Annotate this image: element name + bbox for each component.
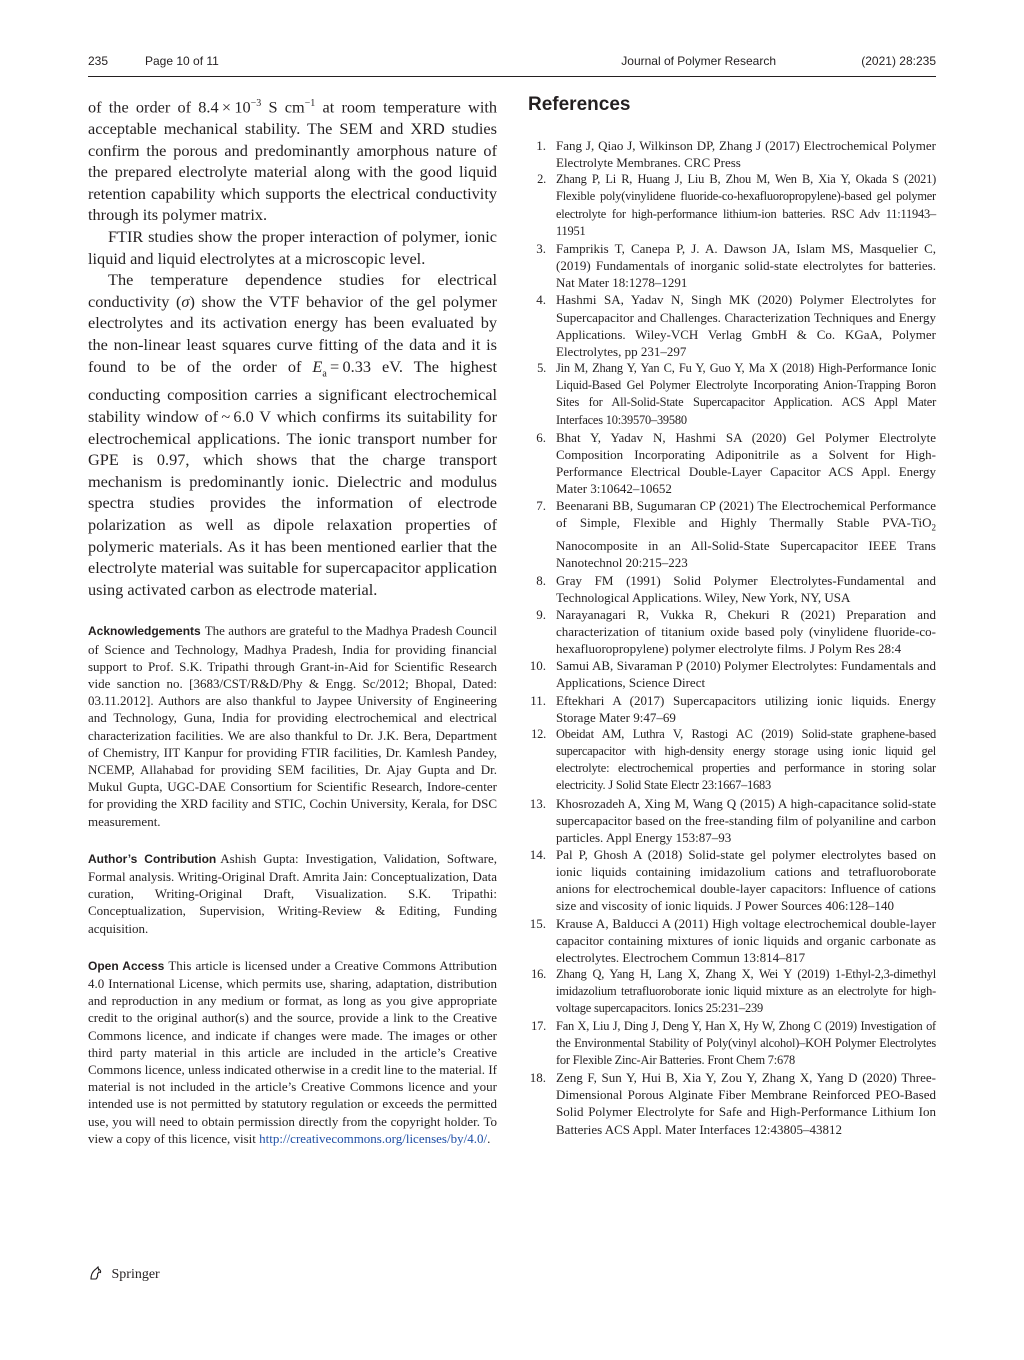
reference-item: 10. Samui AB, Sivaraman P (2010) Polymer Electrolytes: Fundamentals and Applications, Science Direct (529, 658, 936, 691)
header-rule (88, 76, 936, 77)
licence-link[interactable]: http://creativecommons.org/licenses/by/4.0/ (259, 1130, 488, 1146)
references-heading: References (528, 94, 631, 115)
left-column (88, 93, 497, 1147)
page-number: 235 (88, 54, 109, 68)
open-access-label: Open Access (88, 958, 165, 973)
reference-item: 2. Zhang P, Li R, Huang J, Liu B, Zhou M, Wen B, Xia Y, Okada S (2021) Flexible poly(vinylidene fluoride-co-hexafluoropropylene)-based gel polymer electrolyte for high-performance lithium-ion batteries. RSC Adv 11:11943–11951 (537, 172, 936, 238)
reference-item: 15. Krause A, Balducci A (2011) High voltage electrochemical double-layer capacitor containing mixtures of ionic liquids and organic carbonate as electrolytes. Electrochem Commun 13:814–817 (529, 915, 936, 965)
reference-item: 11. Eftekhari A (2017) Supercapacitors utilizing ionic liquids. Energy Storage Mater 9:47–69 (530, 692, 936, 725)
reference-item: 14. Pal P, Ghosh A (2018) Solid-state gel polymer electrolytes based on ionic liquids containing imidazolium cations and tetrafluoroborate anions for electrochemical double-layer capacitors: Influence of cations size and viscosity of ionic liquids. J Power Sources 406:128–140 (529, 847, 936, 914)
reference-item: 7. Beenarani BB, Sugumaran CP (2021) The Electrochemical Performance of Simple, Flexible and Highly Thermally Stable PVA-TiO$_2$ Nanocomposite in an All-Solid-State Supercapacitor IEEE Trans Nanotechnol 20:215–223 (536, 498, 936, 571)
conclusion-paragraph-1: of the order of $8.4 \times 10^{-3}$ S $cm^{-1}$ at room temperature with acceptable mechanical stability. The SEM and XRD studies confirm the porous and predominantly amorphous nature of the prepared electrolyte material along with the good liquid retention capability which supports the electrical conductivity through its polymer matrix. (88, 97, 498, 225)
conclusion-paragraph-2: FTIR studies show the proper interaction of polymer, ionic liquid and liquid electrolytes at a microscopic level. (88, 226, 497, 268)
reference-item: 5. Jin M, Zhang Y, Yan C, Fu Y, Guo Y, Ma X (2018) High-Performance Ionic Liquid-Based Gel Polymer Electrolyte Incorporating Anion-Trapping Boron Sites for All-Solid-State Supercapacitor Application. ACS Appl Mater Interfaces 10:39570–39580 (537, 361, 936, 427)
reference-item: 18. Zeng F, Sun Y, Hui B, Xia Y, Zou Y, Zhang X, Yang D (2020) Three-Dimensional Porous Alginate Fiber Membrane Reinforced PEO-Based Solid Polymer Electrolyte for Safe and High-Performance Lithium Ion Batteries ACS Appl. Mater Interfaces 12:43805–43812 (529, 1070, 936, 1137)
conclusion-paragraph-3: The temperature dependence studies for electrical conductivity (σ) show the VTF behavior of the gel polymer electrolytes and its activation energy has been evaluated by the non-linear least squares curve fitting of the data and it is found to be of the order of $E_a = 0.33$ eV. The highest conducting composition carries a significant electrochemical stability window of ~ 6.0 V which confirms its suitability for electrochemical applications. The ionic transport number for GPE is 0.97, which shows that the charge transport mechanism is predominantly ionic. Dielectric and modulus spectra studies provides the information of electrode polarization as well as dipole relaxation properties of polymeric materials. As it has been mentioned earlier that the electrolyte material was suitable for supercapacitor application using activated carbon as electrode material. (88, 270, 497, 599)
reference-item: 9. Narayanagari R, Vukka R, Chekuri R (2021) Preparation and characterization of titanium oxide based poly (vinylidene fluoride-co-hexafluoropropylene) polymer electrolyte films. J Polym Res 28:4 (536, 606, 936, 657)
acknowledgements-label: Acknowledgements (88, 624, 201, 639)
reference-item: 4. Hashmi SA, Yadav N, Singh MK (2020) Polymer Electrolytes for Supercapacitor and Challenges. Characterization Techniques and Energy Applications. Wiley-VCH Verlag GmbH & Co. KGaA, Polymer Electrolytes, pp 231–297 (536, 292, 936, 359)
reference-item: 6. Bhat Y, Yadav N, Hashmi SA (2020) Gel Polymer Electrolyte Composition Incorporating Adiponitrile as a Solvent for High-Performance Electrical Double-Layer Capacitor ACS Appl. Energy Mater 3:10642–10652 (536, 429, 936, 497)
journal-name: Journal of Polymer Research (621, 54, 776, 68)
publisher-name: Springer (111, 1267, 160, 1282)
reference-item: 17. Fan X, Liu J, Ding J, Deng Y, Han X, Hy W, Zhong C (2019) Investigation of the Environmental Stability of Poly(vinyl alcohol)–KOH Polymer Electrolytes for Flexible Zinc-Air Batteries. Front Chem 7:678 (531, 1018, 936, 1067)
reference-list (528, 137, 936, 1138)
page-of-label: Page 10 of 11 (145, 54, 219, 68)
running-header (88, 54, 936, 72)
reference-item: 16. Zhang Q, Yang H, Lang X, Zhang X, Wei Y (2019) 1-Ethyl-2,3-dimethyl imidazolium tetrafluoroborate ionic liquid mixture as an electrolyte for high-voltage supercapacitors. Ionics 25:231–239 (531, 967, 936, 1016)
author-contribution-label: Author’s Contribution (88, 851, 217, 866)
reference-item: 1. Fang J, Qiao J, Wilkinson DP, Zhang J (2017) Electrochemical Polymer Electrolyte Membranes. CRC Press (536, 138, 936, 171)
reference-item: 13. Khosrozadeh A, Xing M, Wang Q (2015) A high-capacitance solid-state supercapacitor based on the free-standing film of polyaniline and carbon particles. Appl Energy 153:87–93 (529, 795, 936, 845)
open-access: Open Access This article is licensed under a Creative Commons Attribution 4.0 International License, which permits use, sharing, adaptation, distribution and reproduction in any medium or format, as long as you give appropriate credit to the original author(s) and the source, provide a link to the Creative Commons licence, and indicate if changes were made. The images or other third party material in this article are included in the article’s Creative Commons licence, unless indicated otherwise in a credit line to the material. If material is not included in the article’s Creative Commons licence and your intended use is not permitted by statutory regulation or exceeds the permitted use, you will need to obtain permission directly from the copyright holder. To view a copy of this licence, visit http://creativecommons.org/licenses/by/4.0/. (88, 957, 498, 1146)
right-column (528, 93, 936, 1138)
volume-info: (2021) 28:235 (861, 54, 936, 68)
reference-item: 3. Famprikis T, Canepa P, J. A. Dawson JA, Islam MS, Masquelier C, (2019) Fundamentals of inorganic solid-state electrolytes for batteries. Nat Mater 18:1278–1291 (536, 240, 936, 291)
reference-item: 12. Obeidat AM, Luthra V, Rastogi AC (2019) Solid-state graphene-based supercapacitor with high-density energy storage using ionic liquid gel electrolyte: electrochemical properties and performance in storing solar electricity. J Solid State Electr 23:1667–1683 (531, 726, 936, 793)
page-footer (88, 1265, 160, 1285)
springer-horse-icon (88, 1265, 104, 1281)
reference-item: 8. Gray FM (1991) Solid Polymer Electrolytes-Fundamental and Technological Applications. Wiley, New York, NY, USA (536, 572, 936, 605)
acknowledgements: Acknowledgements The authors are grateful to the Madhya Pradesh Council of Science and Technology, Madhya Pradesh, India for providing financial support to Prof. S.K. Tripathi through Grant-in-Aid for Scientific Research vide sanction no. [3683/CST/R&D/Phy & Engg. Sc/2012; Bhopal, Dated: 03.11.2012]. Authors are also thankful to Jaypee University of Engineering and Technology, Guna, India for providing electrochemical and electrical characterization facilities. We are also thankful to Dr. J.K. Bera, Department of Chemistry, IIT Kanpur for providing FTIR facilities, Dr. Kamlesh Pandey, NCEMP, Allahabad for providing SEM facilities, Dr. Ajay Gupta and Dr. Mukul Gupta, UGC-DAE Consortium for Scientific Research, Indore-center for providing the XRD facility and STIC, Cochin University, Kerala, for DSC measurement. (88, 623, 497, 829)
author-contribution: Author’s Contribution Ashish Gupta: Investigation, Validation, Software, Formal analysis. Writing-Original Draft. Amrita Jain: Conceptualization, Data curation, Writing-Original Draft, Visualization. S.K. Tripathi: Conceptualization, Supervision, Writing-Review & Editing, Funding acquisition. (88, 850, 497, 936)
